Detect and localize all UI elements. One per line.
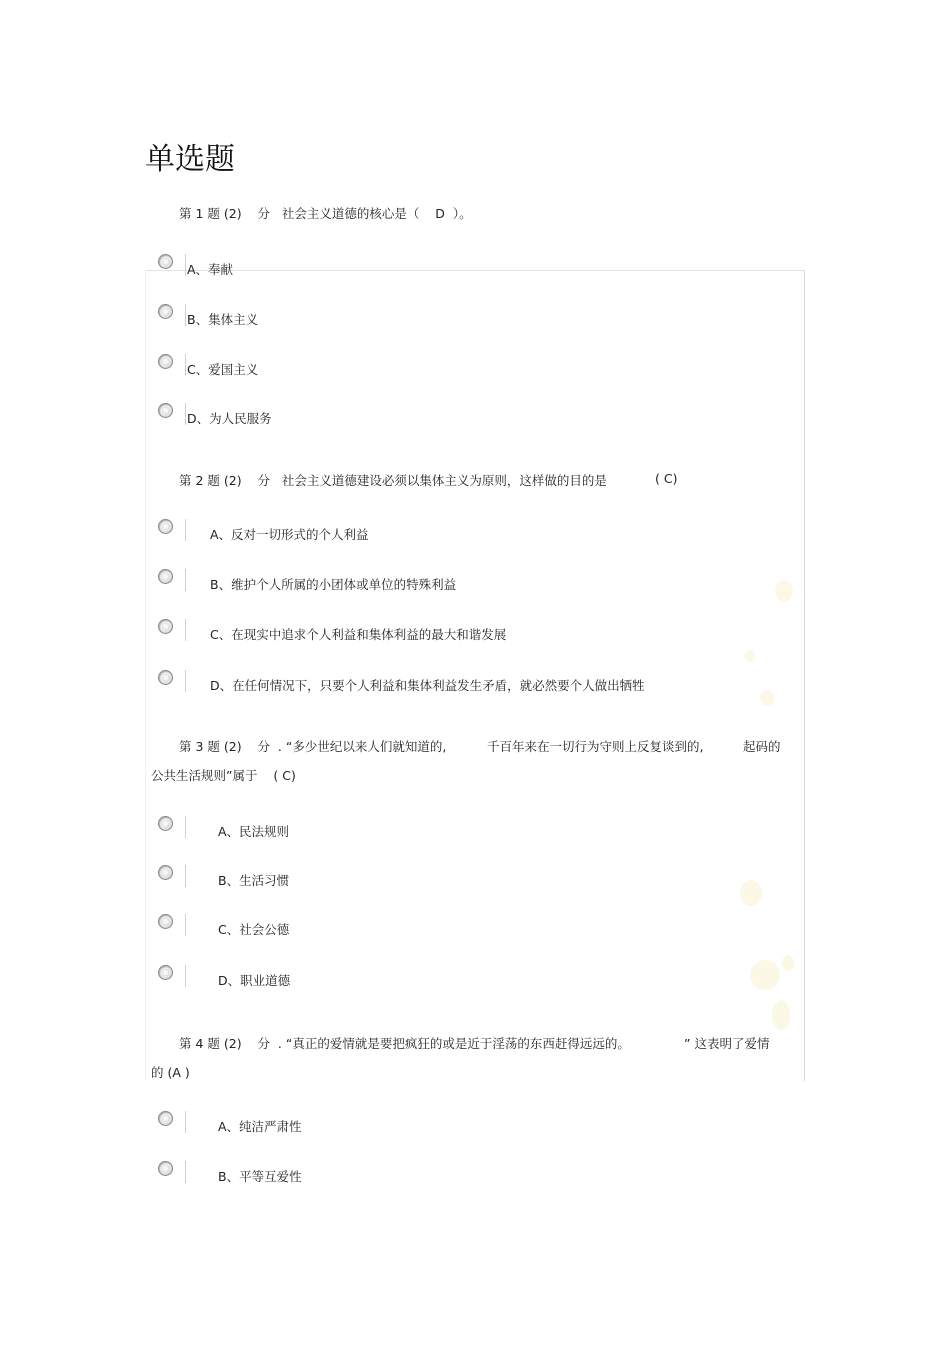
divider xyxy=(185,569,186,591)
divider xyxy=(185,914,186,936)
option-label: A、民法规则 xyxy=(218,824,290,839)
background-speck xyxy=(745,650,755,662)
radio-button-icon[interactable] xyxy=(158,865,173,880)
question-4-text-end: ” 这表明了爱情 xyxy=(684,1036,770,1051)
option-label: D、在任何情况下，只要个人利益和集体利益发生矛盾，就必然要个人做出牺牲 xyxy=(210,678,645,693)
divider xyxy=(185,354,186,376)
divider xyxy=(185,965,186,987)
option-label: A、奉献 xyxy=(187,262,234,277)
question-4-text-line2: 的 (A ) xyxy=(151,1065,190,1080)
question-2-answer: ( C) xyxy=(655,471,678,486)
question-2-text: 第 2 题 (2) 分 社会主义道德建设必须以集体主义为原则，这样做的目的是 xyxy=(179,473,607,488)
background-speck xyxy=(772,1000,790,1030)
option-label: B、生活习惯 xyxy=(218,873,290,888)
option-label: B、平等互爱性 xyxy=(218,1169,302,1184)
radio-button-icon[interactable] xyxy=(158,914,173,929)
option-label: A、纯洁严肃性 xyxy=(218,1119,302,1134)
background-speck xyxy=(760,690,774,706)
option-label: B、集体主义 xyxy=(187,312,259,327)
radio-button-icon[interactable] xyxy=(158,569,173,584)
option-label: C、爱国主义 xyxy=(187,362,259,377)
radio-button-icon[interactable] xyxy=(158,1161,173,1176)
radio-button-icon[interactable] xyxy=(158,519,173,534)
radio-button-icon[interactable] xyxy=(158,354,173,369)
radio-button-icon[interactable] xyxy=(158,670,173,685)
background-speck xyxy=(775,580,793,602)
page-title: 单选题 xyxy=(145,142,235,177)
divider xyxy=(185,1161,186,1183)
option-label: D、为人民服务 xyxy=(187,411,272,426)
divider xyxy=(185,865,186,887)
question-3-text-end: 起码的 xyxy=(743,739,781,754)
radio-button-icon[interactable] xyxy=(158,403,173,418)
option-label: D、职业道德 xyxy=(218,973,291,988)
question-1-text: 第 1 题 (2) 分 社会主义道德的核心是（ D ）。 xyxy=(179,206,472,221)
option-label: B、维护个人所属的小团体或单位的特殊利益 xyxy=(210,577,457,592)
divider xyxy=(185,254,186,276)
radio-button-icon[interactable] xyxy=(158,304,173,319)
radio-button-icon[interactable] xyxy=(158,619,173,634)
divider xyxy=(185,619,186,641)
radio-button-icon[interactable] xyxy=(158,1111,173,1126)
question-3-text-line2: 公共生活规则”属于 ( C) xyxy=(151,768,296,783)
option-label: C、社会公德 xyxy=(218,922,290,937)
background-speck xyxy=(750,960,780,990)
background-speck xyxy=(782,955,794,971)
radio-button-icon[interactable] xyxy=(158,965,173,980)
option-label: C、在现实中追求个人利益和集体利益的最大和谐发展 xyxy=(210,627,507,642)
question-4-text: 第 4 题 (2) 分 . “真正的爱情就是要把疯狂的或是近于淫荡的东西赶得远远的。 xyxy=(179,1036,630,1051)
question-3-text-cont: 千百年来在一切行为守则上反复谈到的, xyxy=(487,739,704,754)
divider xyxy=(185,816,186,838)
option-label: A、反对一切形式的个人利益 xyxy=(210,527,369,542)
divider xyxy=(185,670,186,692)
background-speck xyxy=(740,880,762,906)
question-3-text: 第 3 题 (2) 分 . “多少世纪以来人们就知道的, xyxy=(179,739,447,754)
divider xyxy=(185,519,186,541)
radio-button-icon[interactable] xyxy=(158,254,173,269)
divider xyxy=(185,1111,186,1133)
radio-button-icon[interactable] xyxy=(158,816,173,831)
divider xyxy=(185,304,186,326)
divider xyxy=(185,403,186,425)
